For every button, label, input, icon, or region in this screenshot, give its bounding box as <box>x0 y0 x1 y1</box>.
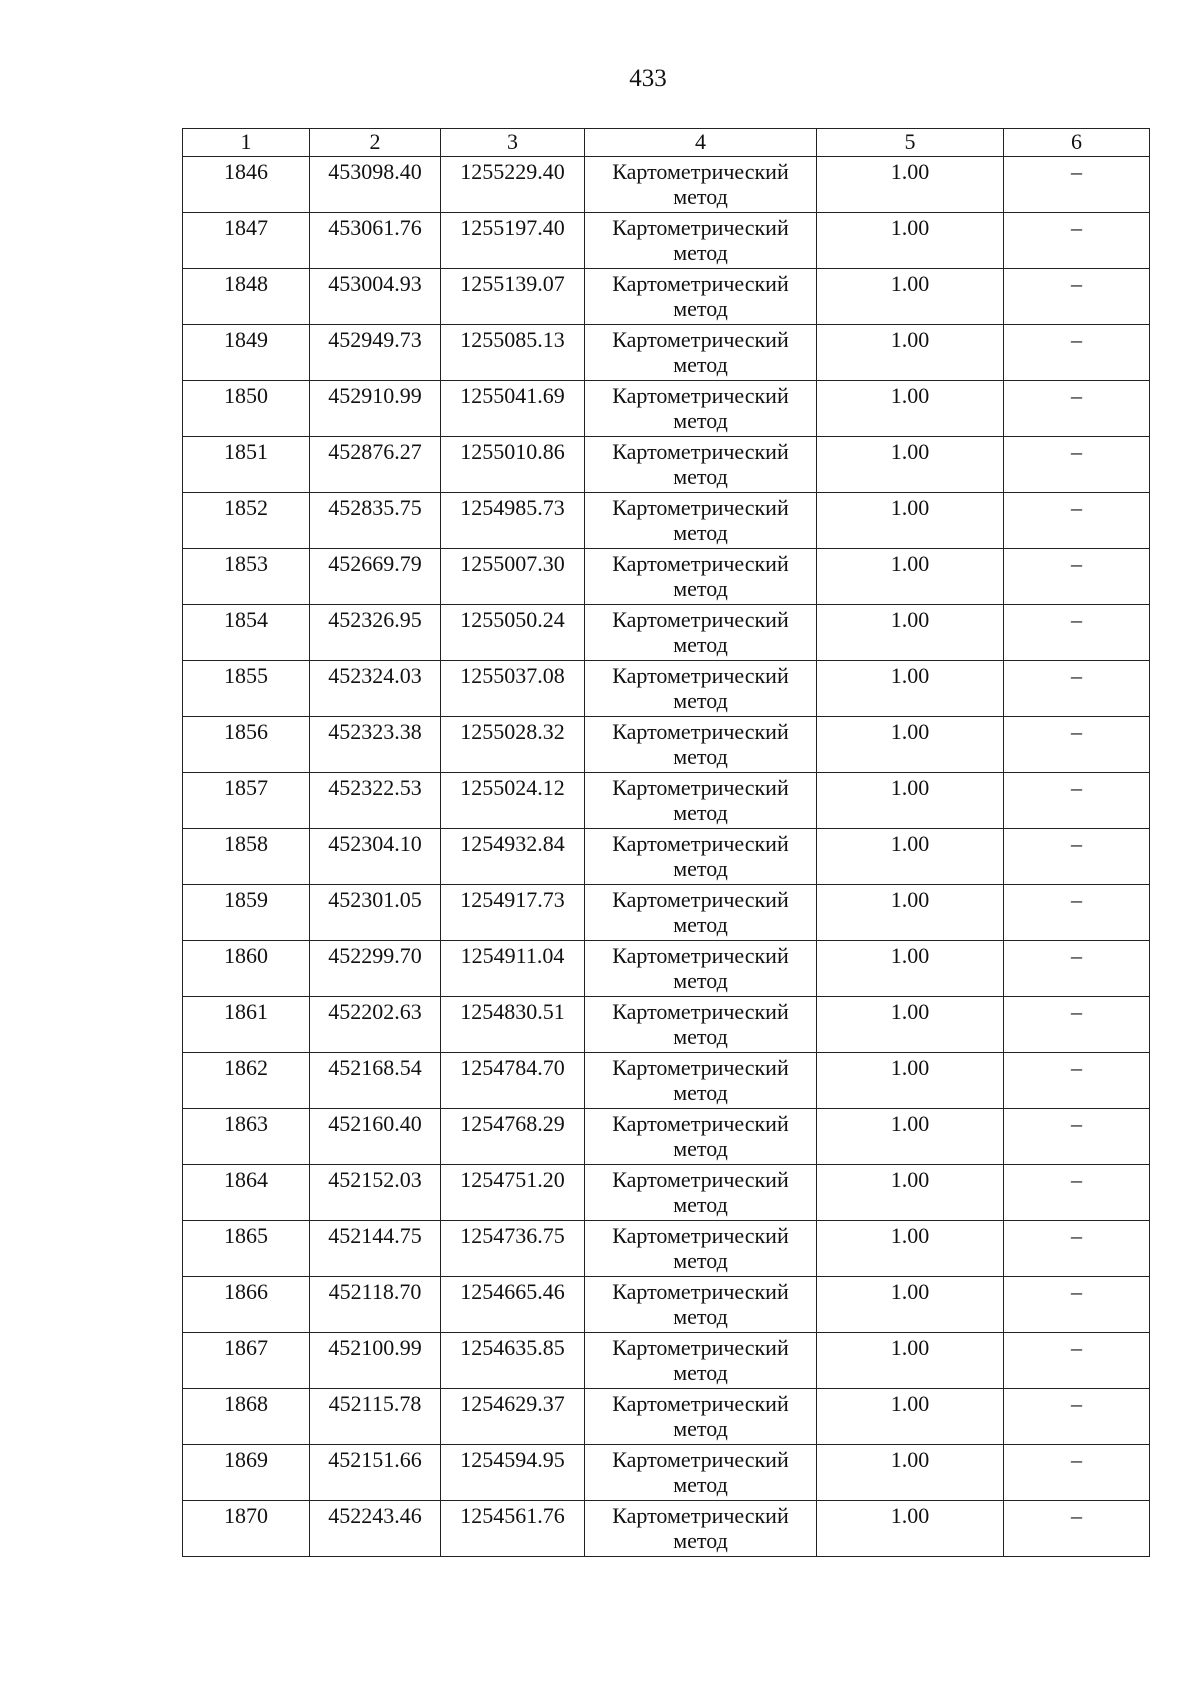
note-cell: – <box>1004 941 1150 997</box>
table-row <box>183 885 1150 941</box>
x-coordinate-cell: 453004.93 <box>310 269 441 325</box>
x-coordinate-cell: 452152.03 <box>310 1165 441 1221</box>
table-row <box>183 1109 1150 1165</box>
method-line-1: Картометрический <box>612 1335 789 1360</box>
y-coordinate-cell: 1255007.30 <box>441 549 585 605</box>
method-line-2: метод <box>673 1528 728 1553</box>
method-line-2: метод <box>673 856 728 881</box>
point-number-cell: 1868 <box>183 1389 310 1445</box>
note-cell: – <box>1004 829 1150 885</box>
coordinates-table <box>182 128 1150 1557</box>
y-coordinate-cell: 1255037.08 <box>441 661 585 717</box>
method-line-2: метод <box>673 632 728 657</box>
accuracy-cell: 1.00 <box>817 1277 1004 1333</box>
method-line-1: Картометрический <box>612 607 789 632</box>
note-cell: – <box>1004 1389 1150 1445</box>
method-line-2: метод <box>673 240 728 265</box>
method-line-1: Картометрический <box>612 495 789 520</box>
table-row <box>183 1165 1150 1221</box>
point-number-cell: 1865 <box>183 1221 310 1277</box>
method-cell <box>585 1277 817 1333</box>
method-cell <box>585 885 817 941</box>
table-row <box>183 1389 1150 1445</box>
y-coordinate-cell: 1255197.40 <box>441 213 585 269</box>
method-cell <box>585 493 817 549</box>
method-cell <box>585 1053 817 1109</box>
table-row <box>183 549 1150 605</box>
method-cell <box>585 1501 817 1557</box>
table-row <box>183 997 1150 1053</box>
x-coordinate-cell: 452115.78 <box>310 1389 441 1445</box>
table-row <box>183 605 1150 661</box>
point-number-cell: 1852 <box>183 493 310 549</box>
note-cell: – <box>1004 1165 1150 1221</box>
method-line-1: Картометрический <box>612 1391 789 1416</box>
table-row <box>183 269 1150 325</box>
x-coordinate-cell: 453098.40 <box>310 157 441 213</box>
y-coordinate-cell: 1255024.12 <box>441 773 585 829</box>
y-coordinate-cell: 1255139.07 <box>441 269 585 325</box>
point-number-cell: 1863 <box>183 1109 310 1165</box>
accuracy-cell: 1.00 <box>817 269 1004 325</box>
method-line-2: метод <box>673 1472 728 1497</box>
table-row <box>183 213 1150 269</box>
x-coordinate-cell: 452876.27 <box>310 437 441 493</box>
method-cell <box>585 1445 817 1501</box>
method-cell <box>585 157 817 213</box>
header-col-2: 2 <box>310 129 441 157</box>
note-cell: – <box>1004 493 1150 549</box>
method-line-1: Картометрический <box>612 439 789 464</box>
method-line-2: метод <box>673 1192 728 1217</box>
y-coordinate-cell: 1254784.70 <box>441 1053 585 1109</box>
note-cell: – <box>1004 661 1150 717</box>
point-number-cell: 1851 <box>183 437 310 493</box>
table-row <box>183 325 1150 381</box>
table-row <box>183 1445 1150 1501</box>
method-line-2: метод <box>673 1248 728 1273</box>
accuracy-cell: 1.00 <box>817 605 1004 661</box>
method-line-2: метод <box>673 352 728 377</box>
page-number <box>100 64 1200 94</box>
page-number-text: 433 <box>629 65 667 92</box>
method-line-1: Картометрический <box>612 159 789 184</box>
method-line-1: Картометрический <box>612 383 789 408</box>
method-line-1: Картометрический <box>612 719 789 744</box>
method-cell <box>585 1389 817 1445</box>
table-row <box>183 829 1150 885</box>
table-row <box>183 1277 1150 1333</box>
accuracy-cell: 1.00 <box>817 829 1004 885</box>
accuracy-cell: 1.00 <box>817 549 1004 605</box>
method-cell <box>585 829 817 885</box>
note-cell: – <box>1004 1109 1150 1165</box>
method-line-1: Картометрический <box>612 999 789 1024</box>
y-coordinate-cell: 1254736.75 <box>441 1221 585 1277</box>
x-coordinate-cell: 452949.73 <box>310 325 441 381</box>
table-row <box>183 941 1150 997</box>
x-coordinate-cell: 452322.53 <box>310 773 441 829</box>
method-line-2: метод <box>673 520 728 545</box>
accuracy-cell: 1.00 <box>817 997 1004 1053</box>
accuracy-cell: 1.00 <box>817 1501 1004 1557</box>
accuracy-cell: 1.00 <box>817 941 1004 997</box>
method-line-1: Картометрический <box>612 327 789 352</box>
method-cell <box>585 381 817 437</box>
point-number-cell: 1850 <box>183 381 310 437</box>
x-coordinate-cell: 452301.05 <box>310 885 441 941</box>
method-line-1: Картометрический <box>612 887 789 912</box>
method-cell <box>585 437 817 493</box>
y-coordinate-cell: 1255050.24 <box>441 605 585 661</box>
point-number-cell: 1870 <box>183 1501 310 1557</box>
method-line-2: метод <box>673 408 728 433</box>
note-cell: – <box>1004 381 1150 437</box>
note-cell: – <box>1004 1221 1150 1277</box>
note-cell: – <box>1004 269 1150 325</box>
accuracy-cell: 1.00 <box>817 1165 1004 1221</box>
x-coordinate-cell: 452118.70 <box>310 1277 441 1333</box>
y-coordinate-cell: 1254594.95 <box>441 1445 585 1501</box>
method-line-1: Картометрический <box>612 271 789 296</box>
table-row <box>183 1221 1150 1277</box>
method-line-1: Картометрический <box>612 1223 789 1248</box>
method-line-1: Картометрический <box>612 831 789 856</box>
point-number-cell: 1859 <box>183 885 310 941</box>
point-number-cell: 1861 <box>183 997 310 1053</box>
method-cell <box>585 549 817 605</box>
method-line-1: Картометрический <box>612 1167 789 1192</box>
y-coordinate-cell: 1254635.85 <box>441 1333 585 1389</box>
header-col-3: 3 <box>441 129 585 157</box>
accuracy-cell: 1.00 <box>817 1389 1004 1445</box>
table-header <box>183 129 1150 157</box>
y-coordinate-cell: 1254932.84 <box>441 829 585 885</box>
table-row <box>183 1053 1150 1109</box>
point-number-cell: 1867 <box>183 1333 310 1389</box>
point-number-cell: 1846 <box>183 157 310 213</box>
x-coordinate-cell: 452323.38 <box>310 717 441 773</box>
point-number-cell: 1862 <box>183 1053 310 1109</box>
x-coordinate-cell: 452202.63 <box>310 997 441 1053</box>
method-line-2: метод <box>673 1304 728 1329</box>
point-number-cell: 1869 <box>183 1445 310 1501</box>
method-line-1: Картометрический <box>612 943 789 968</box>
method-line-2: метод <box>673 1136 728 1161</box>
method-line-2: метод <box>673 576 728 601</box>
header-col-6: 6 <box>1004 129 1150 157</box>
note-cell: – <box>1004 997 1150 1053</box>
point-number-cell: 1848 <box>183 269 310 325</box>
method-cell <box>585 997 817 1053</box>
method-line-1: Картометрический <box>612 775 789 800</box>
method-line-1: Картометрический <box>612 1111 789 1136</box>
x-coordinate-cell: 453061.76 <box>310 213 441 269</box>
note-cell: – <box>1004 1333 1150 1389</box>
point-number-cell: 1857 <box>183 773 310 829</box>
y-coordinate-cell: 1255229.40 <box>441 157 585 213</box>
note-cell: – <box>1004 549 1150 605</box>
y-coordinate-cell: 1254665.46 <box>441 1277 585 1333</box>
point-number-cell: 1854 <box>183 605 310 661</box>
method-line-2: метод <box>673 1360 728 1385</box>
y-coordinate-cell: 1254911.04 <box>441 941 585 997</box>
method-line-1: Картометрический <box>612 1447 789 1472</box>
x-coordinate-cell: 452324.03 <box>310 661 441 717</box>
note-cell: – <box>1004 885 1150 941</box>
y-coordinate-cell: 1254768.29 <box>441 1109 585 1165</box>
x-coordinate-cell: 452160.40 <box>310 1109 441 1165</box>
point-number-cell: 1866 <box>183 1277 310 1333</box>
x-coordinate-cell: 452299.70 <box>310 941 441 997</box>
accuracy-cell: 1.00 <box>817 381 1004 437</box>
accuracy-cell: 1.00 <box>817 325 1004 381</box>
method-line-2: метод <box>673 296 728 321</box>
method-line-2: метод <box>673 800 728 825</box>
table-row <box>183 493 1150 549</box>
table-row <box>183 661 1150 717</box>
method-cell <box>585 1109 817 1165</box>
method-line-2: метод <box>673 1024 728 1049</box>
note-cell: – <box>1004 1277 1150 1333</box>
header-col-5: 5 <box>817 129 1004 157</box>
table-row <box>183 381 1150 437</box>
note-cell: – <box>1004 717 1150 773</box>
note-cell: – <box>1004 1501 1150 1557</box>
point-number-cell: 1856 <box>183 717 310 773</box>
table-row <box>183 773 1150 829</box>
note-cell: – <box>1004 1053 1150 1109</box>
method-line-1: Картометрический <box>612 1055 789 1080</box>
header-col-4: 4 <box>585 129 817 157</box>
method-cell <box>585 1221 817 1277</box>
method-cell <box>585 605 817 661</box>
point-number-cell: 1847 <box>183 213 310 269</box>
point-number-cell: 1849 <box>183 325 310 381</box>
method-cell <box>585 661 817 717</box>
x-coordinate-cell: 452100.99 <box>310 1333 441 1389</box>
method-line-2: метод <box>673 184 728 209</box>
y-coordinate-cell: 1255028.32 <box>441 717 585 773</box>
accuracy-cell: 1.00 <box>817 1333 1004 1389</box>
table-row <box>183 1501 1150 1557</box>
accuracy-cell: 1.00 <box>817 717 1004 773</box>
accuracy-cell: 1.00 <box>817 437 1004 493</box>
method-cell <box>585 1333 817 1389</box>
point-number-cell: 1853 <box>183 549 310 605</box>
point-number-cell: 1860 <box>183 941 310 997</box>
method-line-2: метод <box>673 968 728 993</box>
method-line-1: Картометрический <box>612 1279 789 1304</box>
x-coordinate-cell: 452144.75 <box>310 1221 441 1277</box>
y-coordinate-cell: 1255085.13 <box>441 325 585 381</box>
x-coordinate-cell: 452326.95 <box>310 605 441 661</box>
y-coordinate-cell: 1254830.51 <box>441 997 585 1053</box>
accuracy-cell: 1.00 <box>817 661 1004 717</box>
method-cell <box>585 325 817 381</box>
method-line-2: метод <box>673 464 728 489</box>
note-cell: – <box>1004 773 1150 829</box>
y-coordinate-cell: 1254751.20 <box>441 1165 585 1221</box>
note-cell: – <box>1004 157 1150 213</box>
accuracy-cell: 1.00 <box>817 1221 1004 1277</box>
table-row <box>183 1333 1150 1389</box>
method-line-1: Картометрический <box>612 215 789 240</box>
x-coordinate-cell: 452669.79 <box>310 549 441 605</box>
accuracy-cell: 1.00 <box>817 493 1004 549</box>
x-coordinate-cell: 452168.54 <box>310 1053 441 1109</box>
method-cell <box>585 269 817 325</box>
table-row <box>183 157 1150 213</box>
x-coordinate-cell: 452910.99 <box>310 381 441 437</box>
accuracy-cell: 1.00 <box>817 1053 1004 1109</box>
y-coordinate-cell: 1254561.76 <box>441 1501 585 1557</box>
note-cell: – <box>1004 1445 1150 1501</box>
y-coordinate-cell: 1254985.73 <box>441 493 585 549</box>
method-cell <box>585 717 817 773</box>
accuracy-cell: 1.00 <box>817 213 1004 269</box>
method-cell <box>585 773 817 829</box>
y-coordinate-cell: 1254629.37 <box>441 1389 585 1445</box>
method-line-1: Картометрический <box>612 663 789 688</box>
accuracy-cell: 1.00 <box>817 1109 1004 1165</box>
method-line-2: метод <box>673 744 728 769</box>
x-coordinate-cell: 452304.10 <box>310 829 441 885</box>
method-line-2: метод <box>673 912 728 937</box>
note-cell: – <box>1004 605 1150 661</box>
header-col-1: 1 <box>183 129 310 157</box>
note-cell: – <box>1004 437 1150 493</box>
y-coordinate-cell: 1255010.86 <box>441 437 585 493</box>
table-row <box>183 717 1150 773</box>
method-cell <box>585 941 817 997</box>
header-row <box>183 129 1150 157</box>
table-body <box>183 157 1150 1557</box>
accuracy-cell: 1.00 <box>817 1445 1004 1501</box>
x-coordinate-cell: 452151.66 <box>310 1445 441 1501</box>
accuracy-cell: 1.00 <box>817 885 1004 941</box>
y-coordinate-cell: 1254917.73 <box>441 885 585 941</box>
table-row <box>183 437 1150 493</box>
note-cell: – <box>1004 213 1150 269</box>
accuracy-cell: 1.00 <box>817 773 1004 829</box>
x-coordinate-cell: 452835.75 <box>310 493 441 549</box>
method-line-1: Картометрический <box>612 1503 789 1528</box>
point-number-cell: 1855 <box>183 661 310 717</box>
method-cell <box>585 213 817 269</box>
point-number-cell: 1858 <box>183 829 310 885</box>
y-coordinate-cell: 1255041.69 <box>441 381 585 437</box>
point-number-cell: 1864 <box>183 1165 310 1221</box>
method-line-2: метод <box>673 1080 728 1105</box>
method-line-1: Картометрический <box>612 551 789 576</box>
method-line-2: метод <box>673 688 728 713</box>
note-cell: – <box>1004 325 1150 381</box>
accuracy-cell: 1.00 <box>817 157 1004 213</box>
method-cell <box>585 1165 817 1221</box>
method-line-2: метод <box>673 1416 728 1441</box>
x-coordinate-cell: 452243.46 <box>310 1501 441 1557</box>
